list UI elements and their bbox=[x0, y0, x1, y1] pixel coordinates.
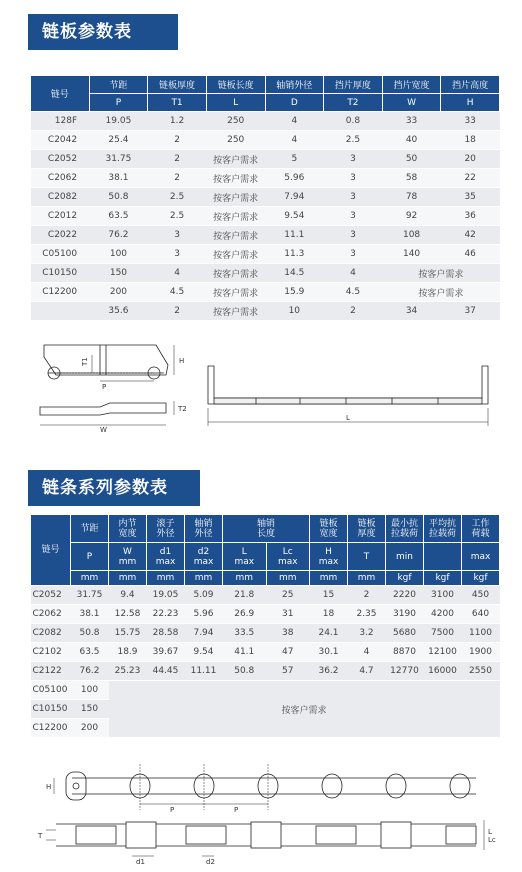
unit-d1: mm bbox=[147, 571, 185, 586]
header-chain-no: 链号 bbox=[31, 515, 71, 586]
sub-max: max bbox=[462, 543, 500, 571]
table-cell: 22.23 bbox=[147, 605, 185, 624]
table-cell: 按客户需求 bbox=[206, 226, 265, 245]
table-cell: 2.5 bbox=[148, 207, 207, 226]
table-cell: 1900 bbox=[462, 643, 500, 662]
label-h: H bbox=[179, 357, 185, 365]
table-cell: 28.58 bbox=[147, 624, 185, 643]
label-p2: P bbox=[234, 806, 239, 814]
table-cell: 10 bbox=[265, 302, 324, 321]
table-cell: 25 bbox=[266, 586, 310, 605]
table-cell: 63.5 bbox=[71, 643, 109, 662]
table-cell: 50.8 bbox=[71, 624, 109, 643]
sub-w: W mm bbox=[109, 543, 147, 571]
subheader-h: H bbox=[441, 94, 500, 112]
table-cell: 7.94 bbox=[265, 188, 324, 207]
table-cell: 4 bbox=[348, 643, 386, 662]
table-cell: 38.1 bbox=[89, 169, 148, 188]
header-flap-thickness: 挡片厚度 bbox=[324, 76, 383, 94]
label-lc: Lc bbox=[488, 836, 496, 844]
header-plate-thickness: 链板厚度 bbox=[148, 76, 207, 94]
unit-l: mm bbox=[223, 571, 267, 586]
table-cell: C2082 bbox=[31, 624, 71, 643]
table-cell: 76.2 bbox=[89, 226, 148, 245]
table-cell: 31.75 bbox=[89, 150, 148, 169]
table-cell: 640 bbox=[462, 605, 500, 624]
table-cell: C2082 bbox=[31, 188, 90, 207]
table-cell: 50 bbox=[382, 150, 441, 169]
table-cell: 按客户需求 bbox=[206, 302, 265, 321]
table-row bbox=[31, 264, 500, 283]
table-cell: 100 bbox=[89, 245, 148, 264]
merged-note-cell: 按客户需求 bbox=[382, 283, 499, 302]
table-cell: 4.5 bbox=[148, 283, 207, 302]
table-cell: 4 bbox=[324, 264, 383, 283]
subheader-d: D bbox=[265, 94, 324, 112]
table-cell: C2062 bbox=[31, 605, 71, 624]
table-cell: 12770 bbox=[386, 662, 424, 681]
table-cell: 250 bbox=[206, 112, 265, 131]
table-cell: 16000 bbox=[424, 662, 462, 681]
table-cell: 25.23 bbox=[109, 662, 147, 681]
table-cell: 4 bbox=[148, 264, 207, 283]
table-cell: 92 bbox=[382, 207, 441, 226]
table-cell: 50.8 bbox=[89, 188, 148, 207]
table-cell: 12100 bbox=[424, 643, 462, 662]
unit-lc: mm bbox=[266, 571, 310, 586]
table-cell: C12200 bbox=[31, 719, 71, 738]
label-l2: L bbox=[488, 828, 492, 836]
header-pitch: 节距 bbox=[71, 515, 109, 543]
sub-p: P bbox=[71, 543, 109, 571]
table-cell: C2102 bbox=[31, 643, 71, 662]
table-cell: 36.2 bbox=[310, 662, 348, 681]
sub-avg bbox=[424, 543, 462, 571]
table-row bbox=[31, 169, 500, 188]
table-row bbox=[31, 245, 500, 264]
sub-h: H max bbox=[310, 543, 348, 571]
table-cell: 78 bbox=[382, 188, 441, 207]
chain-parameter-table bbox=[30, 514, 500, 738]
header-working-load: 工作 荷载 bbox=[462, 515, 500, 543]
table-row bbox=[31, 131, 500, 150]
table-cell: C05100 bbox=[31, 681, 71, 700]
subheader-l: L bbox=[206, 94, 265, 112]
label-d2: d2 bbox=[206, 858, 215, 866]
table-cell: 30.1 bbox=[310, 643, 348, 662]
plate-parameter-table bbox=[30, 75, 500, 321]
table-cell: 2 bbox=[324, 302, 383, 321]
table-cell: 18 bbox=[310, 605, 348, 624]
table-cell: 12.58 bbox=[109, 605, 147, 624]
table-row bbox=[31, 662, 500, 681]
table-cell: C10150 bbox=[31, 700, 71, 719]
table-cell: 31 bbox=[266, 605, 310, 624]
table-cell: 33 bbox=[382, 112, 441, 131]
chain-side-drawing bbox=[36, 760, 496, 870]
header-flap-width: 挡片宽度 bbox=[382, 76, 441, 94]
unit-t: mm bbox=[348, 571, 386, 586]
table-cell: C2022 bbox=[31, 226, 90, 245]
table-cell: 9.4 bbox=[109, 586, 147, 605]
header-inner-width: 内节 宽度 bbox=[109, 515, 147, 543]
table-cell: 42 bbox=[441, 226, 500, 245]
table-cell: C2062 bbox=[31, 169, 90, 188]
table-cell: 3 bbox=[324, 207, 383, 226]
label-w: W bbox=[100, 426, 107, 434]
subheader-t2: T2 bbox=[324, 94, 383, 112]
label-t2: T2 bbox=[178, 405, 187, 413]
table-cell: 26.9 bbox=[223, 605, 267, 624]
unit-d2: mm bbox=[185, 571, 223, 586]
table-cell: 2 bbox=[148, 169, 207, 188]
table-cell: 36 bbox=[441, 207, 500, 226]
table-cell: 18.9 bbox=[109, 643, 147, 662]
table-cell: 按客户需求 bbox=[206, 264, 265, 283]
header-plate-width: 链板 宽度 bbox=[310, 515, 348, 543]
label-p: P bbox=[102, 383, 107, 391]
table-row bbox=[31, 643, 500, 662]
unit-p: mm bbox=[71, 571, 109, 586]
sub-min: min bbox=[386, 543, 424, 571]
table-cell: 58 bbox=[382, 169, 441, 188]
table-cell: 39.67 bbox=[147, 643, 185, 662]
table-cell: C2122 bbox=[31, 662, 71, 681]
table-cell: 24.1 bbox=[310, 624, 348, 643]
table-cell: 250 bbox=[206, 131, 265, 150]
table-cell: 2 bbox=[148, 150, 207, 169]
table-cell: 150 bbox=[89, 264, 148, 283]
label-t1: T1 bbox=[81, 357, 89, 366]
header-min-tensile: 最小抗 拉载荷 bbox=[386, 515, 424, 543]
table-cell: 41.1 bbox=[223, 643, 267, 662]
table-cell: C2012 bbox=[31, 207, 90, 226]
table-cell: 2 bbox=[148, 302, 207, 321]
table-cell: 450 bbox=[462, 586, 500, 605]
table-cell: 按客户需求 bbox=[206, 169, 265, 188]
section-title-plate: 链板参数表 bbox=[28, 14, 178, 50]
table-cell: 3 bbox=[324, 226, 383, 245]
plate-side-drawing bbox=[30, 335, 190, 435]
table-cell: C05100 bbox=[31, 245, 90, 264]
table-cell: C2042 bbox=[31, 131, 90, 150]
label-d1: d1 bbox=[136, 858, 145, 866]
table-cell: 63.5 bbox=[89, 207, 148, 226]
table-cell: 35 bbox=[441, 188, 500, 207]
table-cell: 37 bbox=[441, 302, 500, 321]
table-cell: 7500 bbox=[424, 624, 462, 643]
table-cell: 2550 bbox=[462, 662, 500, 681]
table-row bbox=[31, 150, 500, 169]
table-cell: 2.5 bbox=[148, 188, 207, 207]
table-cell: 200 bbox=[89, 283, 148, 302]
table-cell: 2220 bbox=[386, 586, 424, 605]
table-cell: 5.96 bbox=[265, 169, 324, 188]
table-cell: 108 bbox=[382, 226, 441, 245]
unit-h: mm bbox=[310, 571, 348, 586]
header-chain-no: 链号 bbox=[31, 76, 90, 112]
table-cell: C12200 bbox=[31, 283, 90, 302]
table-cell: 19.05 bbox=[147, 586, 185, 605]
section-title-chain: 链条系列参数表 bbox=[28, 470, 200, 506]
table-cell: 35.6 bbox=[89, 302, 148, 321]
label-p1: P bbox=[170, 806, 175, 814]
table-cell: 21.8 bbox=[223, 586, 267, 605]
merged-note-cell: 按客户需求 bbox=[382, 264, 499, 283]
table-cell: 14.5 bbox=[265, 264, 324, 283]
table-cell: 31.75 bbox=[71, 586, 109, 605]
table-cell: 3 bbox=[324, 150, 383, 169]
table-row bbox=[31, 226, 500, 245]
table-cell: 18 bbox=[441, 131, 500, 150]
table-cell: 46 bbox=[441, 245, 500, 264]
table-cell: 9.54 bbox=[185, 643, 223, 662]
table-cell: 按客户需求 bbox=[206, 245, 265, 264]
table-cell bbox=[31, 302, 90, 321]
table-cell: 按客户需求 bbox=[206, 283, 265, 302]
table-cell: 5680 bbox=[386, 624, 424, 643]
table-row bbox=[31, 112, 500, 131]
table-cell: 3.2 bbox=[348, 624, 386, 643]
table-cell: 按客户需求 bbox=[206, 150, 265, 169]
table-cell: 11.3 bbox=[265, 245, 324, 264]
header-plate-thickness: 链板 厚度 bbox=[348, 515, 386, 543]
table-row bbox=[31, 283, 500, 302]
table-cell: 3 bbox=[148, 226, 207, 245]
table-row bbox=[31, 207, 500, 226]
table-cell: 11.11 bbox=[185, 662, 223, 681]
table-cell: 0.8 bbox=[324, 112, 383, 131]
table-cell: 22 bbox=[441, 169, 500, 188]
table-cell: 3 bbox=[324, 245, 383, 264]
header-pitch: 节距 bbox=[89, 76, 148, 94]
table-cell: 4 bbox=[265, 112, 324, 131]
table-cell: 47 bbox=[266, 643, 310, 662]
table-cell: 4 bbox=[265, 131, 324, 150]
sub-lc: Lc max bbox=[266, 543, 310, 571]
header-plate-length: 链板长度 bbox=[206, 76, 265, 94]
table-cell: 128F bbox=[31, 112, 90, 131]
table-cell: 15.9 bbox=[265, 283, 324, 302]
unit-w: mm bbox=[109, 571, 147, 586]
table-row bbox=[31, 586, 500, 605]
header-pin-diameter: 轴销外径 bbox=[265, 76, 324, 94]
table-cell: C2052 bbox=[31, 586, 71, 605]
label-l: L bbox=[346, 414, 350, 422]
table-cell: 4.5 bbox=[324, 283, 383, 302]
table-cell: 100 bbox=[71, 681, 109, 700]
table-cell: 40 bbox=[382, 131, 441, 150]
table-cell: 2 bbox=[348, 586, 386, 605]
table-row bbox=[31, 188, 500, 207]
table-cell: 34 bbox=[382, 302, 441, 321]
table-cell: 38 bbox=[266, 624, 310, 643]
table-cell: 140 bbox=[382, 245, 441, 264]
unit-avg: kgf bbox=[424, 571, 462, 586]
table-cell: 25.4 bbox=[89, 131, 148, 150]
table-cell: 50.8 bbox=[223, 662, 267, 681]
table-cell: 8870 bbox=[386, 643, 424, 662]
table-cell: C10150 bbox=[31, 264, 90, 283]
merged-note-cell: 按客户需求 bbox=[109, 681, 500, 738]
unit-min: kgf bbox=[386, 571, 424, 586]
label-h2: H bbox=[46, 783, 52, 791]
table-cell: 4.7 bbox=[348, 662, 386, 681]
table-cell: C2052 bbox=[31, 150, 90, 169]
table-cell: 3190 bbox=[386, 605, 424, 624]
table-cell: 44.45 bbox=[147, 662, 185, 681]
sub-t: T bbox=[348, 543, 386, 571]
table-cell: 3100 bbox=[424, 586, 462, 605]
table-cell: 33.5 bbox=[223, 624, 267, 643]
table-cell: 200 bbox=[71, 719, 109, 738]
table-cell: 76.2 bbox=[71, 662, 109, 681]
table-cell: 19.05 bbox=[89, 112, 148, 131]
header-pin-diameter: 轴销 外径 bbox=[185, 515, 223, 543]
subheader-w: W bbox=[382, 94, 441, 112]
sub-d1: d1 max bbox=[147, 543, 185, 571]
sub-l: L max bbox=[223, 543, 267, 571]
table-cell: 150 bbox=[71, 700, 109, 719]
label-t: T bbox=[38, 832, 43, 840]
header-flap-height: 挡片高度 bbox=[441, 76, 500, 94]
plate-top-drawing bbox=[200, 360, 500, 435]
header-pin-length: 轴销 长度 bbox=[223, 515, 310, 543]
table-cell: 4200 bbox=[424, 605, 462, 624]
header-roller-diameter: 滚子 外径 bbox=[147, 515, 185, 543]
table-row bbox=[31, 302, 500, 321]
table-cell: 9.54 bbox=[265, 207, 324, 226]
table-cell: 15 bbox=[310, 586, 348, 605]
table-cell: 2 bbox=[148, 131, 207, 150]
table-cell: 15.75 bbox=[109, 624, 147, 643]
table-row bbox=[31, 624, 500, 643]
table-cell: 2.5 bbox=[324, 131, 383, 150]
header-avg-tensile: 平均抗 拉载荷 bbox=[424, 515, 462, 543]
table-cell: 3 bbox=[324, 169, 383, 188]
table-cell: 3 bbox=[324, 188, 383, 207]
table-cell: 33 bbox=[441, 112, 500, 131]
subheader-t1: T1 bbox=[148, 94, 207, 112]
table-cell: 5.09 bbox=[185, 586, 223, 605]
table-row bbox=[31, 681, 500, 700]
table-cell: 5 bbox=[265, 150, 324, 169]
table-cell: 7.94 bbox=[185, 624, 223, 643]
subheader-p: P bbox=[89, 94, 148, 112]
table-cell: 2.35 bbox=[348, 605, 386, 624]
sub-d2: d2 max bbox=[185, 543, 223, 571]
table-cell: 20 bbox=[441, 150, 500, 169]
table-cell: 1100 bbox=[462, 624, 500, 643]
table-cell: 57 bbox=[266, 662, 310, 681]
table-cell: 5.96 bbox=[185, 605, 223, 624]
table-cell: 3 bbox=[148, 245, 207, 264]
table-row bbox=[31, 605, 500, 624]
table-cell: 按客户需求 bbox=[206, 188, 265, 207]
unit-max: kgf bbox=[462, 571, 500, 586]
table-cell: 1.2 bbox=[148, 112, 207, 131]
table-cell: 按客户需求 bbox=[206, 207, 265, 226]
table-cell: 38.1 bbox=[71, 605, 109, 624]
table-cell: 11.1 bbox=[265, 226, 324, 245]
